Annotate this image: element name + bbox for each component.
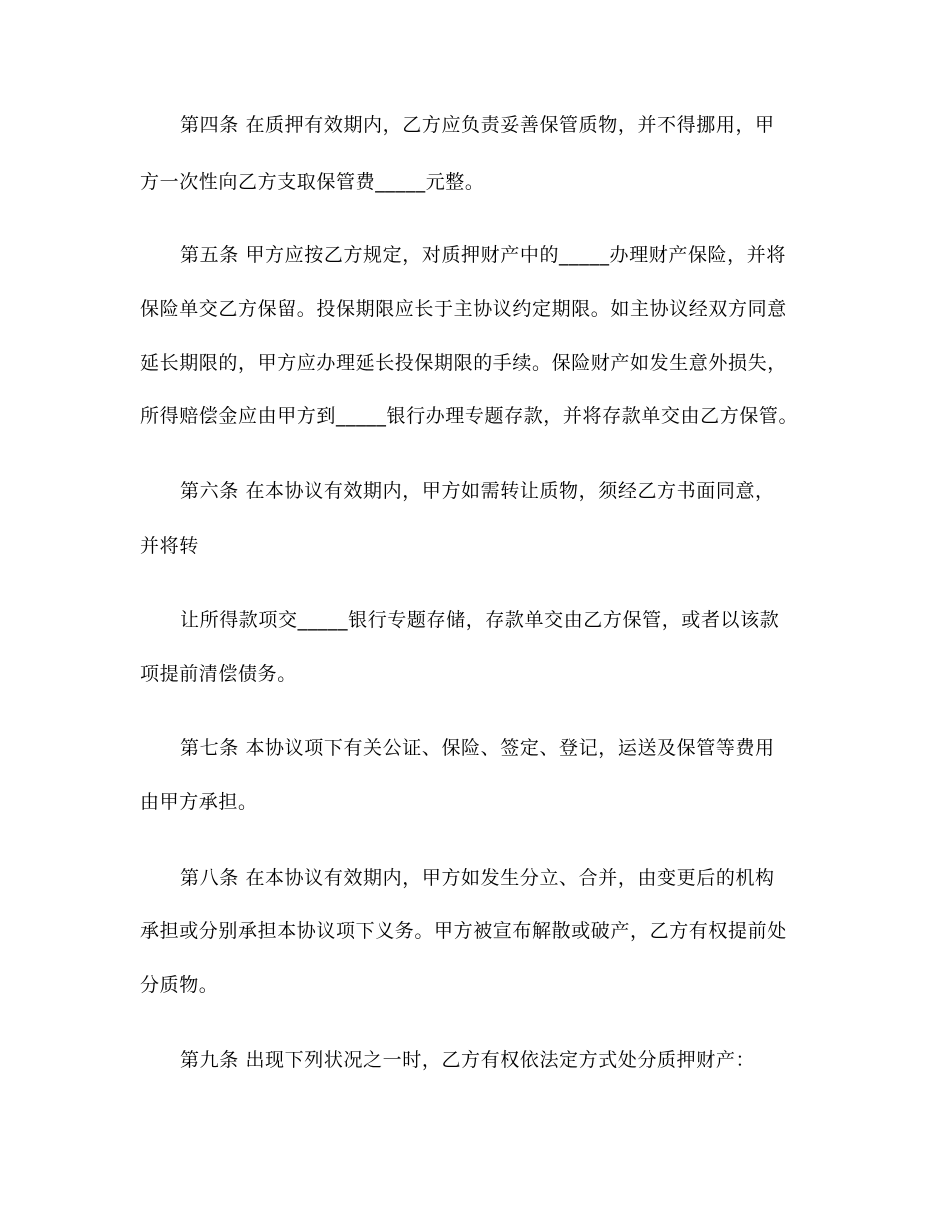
article-7-line-1: 第七条 本协议项下有关公证、保险、签定、登记，运送及保管等费用 bbox=[180, 737, 775, 759]
article-5-line-3: 延长期限的，甲方应办理延长投保期限的手续。保险财产如发生意外损失， bbox=[140, 352, 787, 374]
article-9-line-1: 第九条 出现下列状况之一时，乙方有权依法定方式处分质押财产： bbox=[180, 1049, 756, 1071]
article-5-line-1: 第五条 甲方应按乙方规定，对质押财产中的_____办理财产保险，并将 bbox=[180, 244, 786, 266]
article-8-line-2: 承担或分别承担本协议项下义务。甲方被宣布解散或破产，乙方有权提前处 bbox=[140, 920, 787, 942]
article-4-line-2: 方一次性向乙方支取保管费_____元整。 bbox=[140, 171, 485, 193]
article-8-line-1: 第八条 在本协议有效期内，甲方如发生分立、合并，由变更后的机构 bbox=[180, 867, 775, 889]
article-6-line-1: 第六条 在本协议有效期内，甲方如需转让质物，须经乙方书面同意， bbox=[180, 480, 775, 502]
article-6-line-2: 并将转 bbox=[140, 535, 199, 557]
article-5-line-4: 所得赔偿金应由甲方到_____银行办理专题存款，并将存款单交由乙方保管。 bbox=[140, 405, 799, 427]
article-6-line-4: 项提前清偿债务。 bbox=[140, 663, 297, 685]
article-4-line-1: 第四条 在质押有效期内，乙方应负责妥善保管质物，并不得挪用，甲 bbox=[180, 114, 775, 136]
article-8-line-3: 分质物。 bbox=[140, 974, 219, 996]
article-7-line-2: 由甲方承担。 bbox=[140, 791, 258, 813]
article-5-line-2: 保险单交乙方保留。投保期限应长于主协议约定期限。如主协议经双方同意 bbox=[140, 298, 787, 320]
article-6-line-3: 让所得款项交_____银行专题存储，存款单交由乙方保管，或者以该款 bbox=[180, 609, 780, 631]
